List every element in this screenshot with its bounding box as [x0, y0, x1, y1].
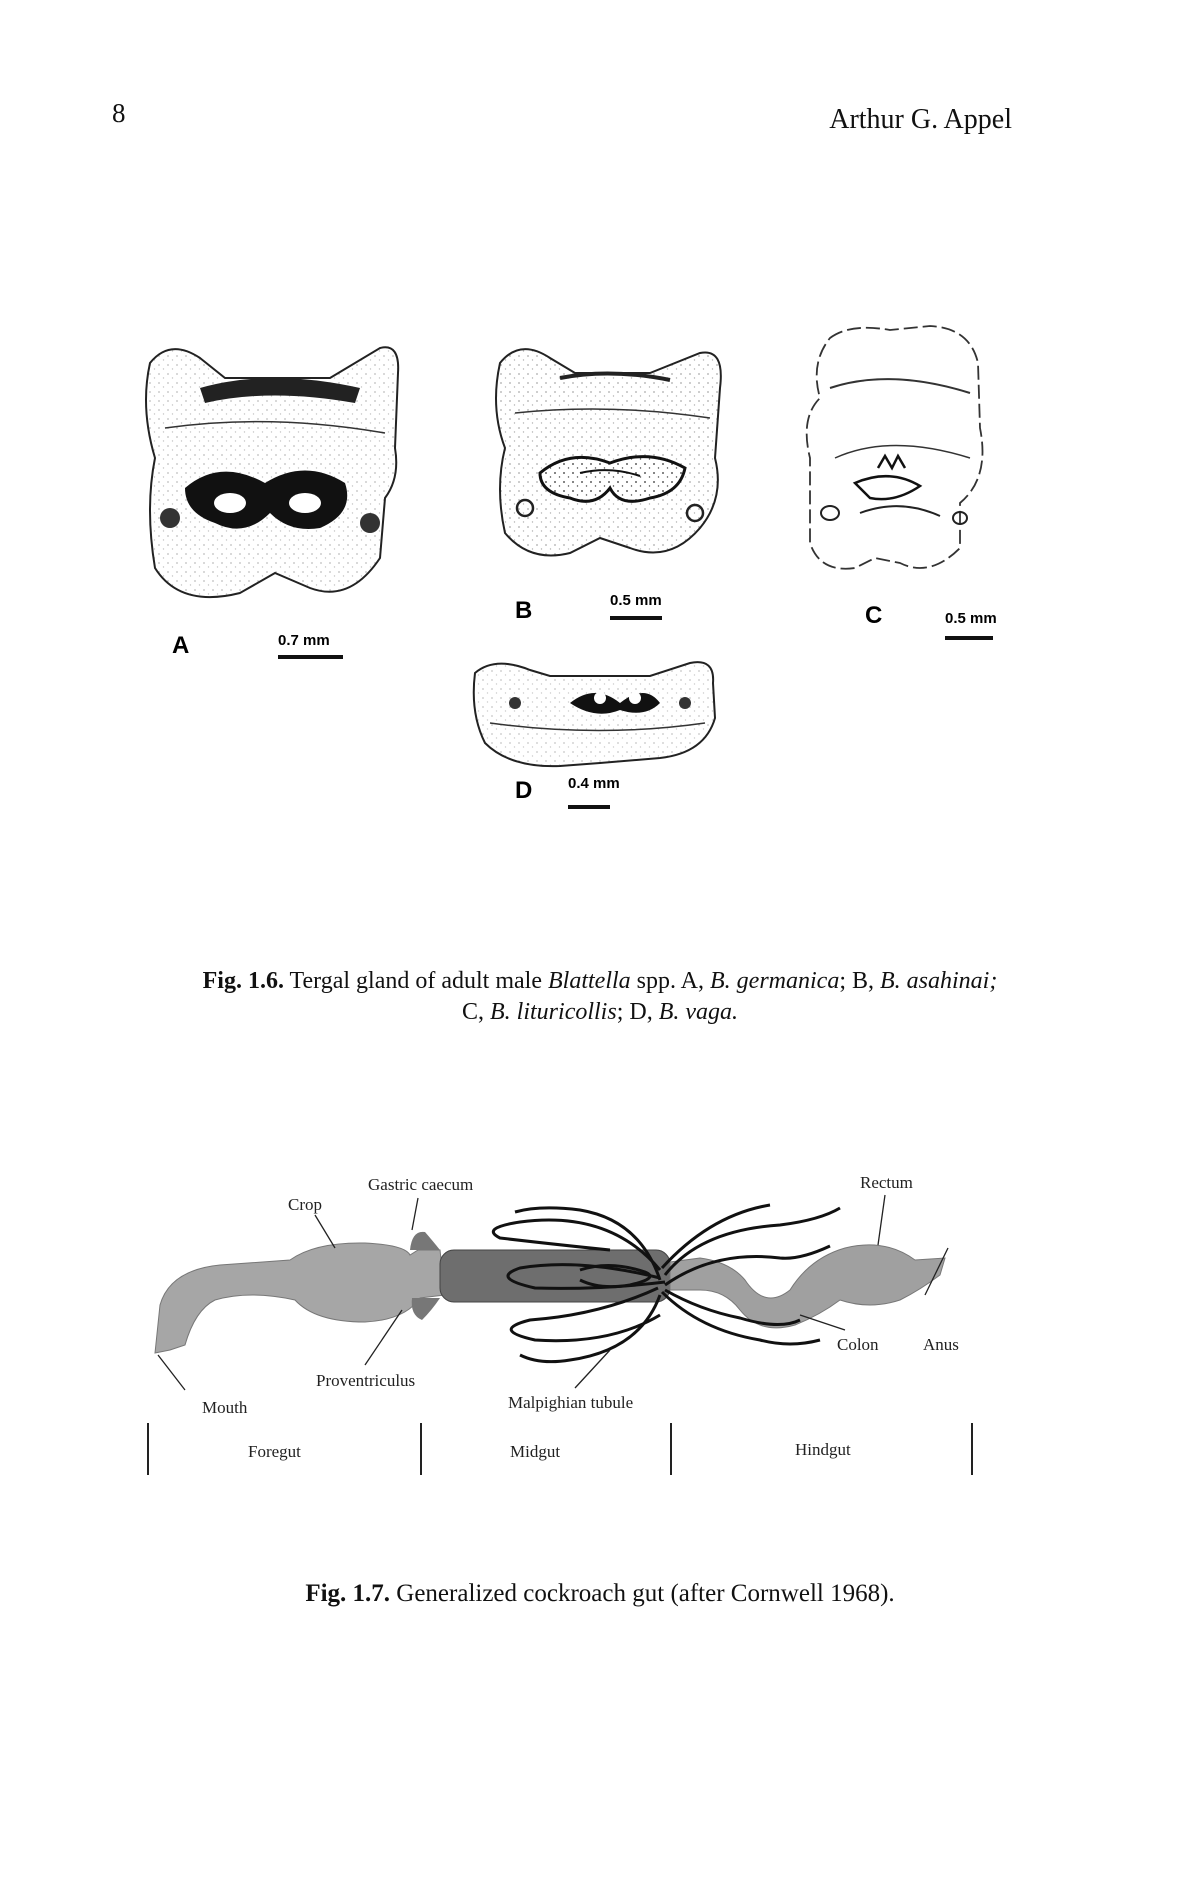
figure-1-6-caption-label: Fig. 1.6.	[202, 968, 284, 994]
figure-1-6-caption	[100, 966, 1100, 1028]
label-mouth: Mouth	[202, 1398, 248, 1417]
caption-text: Tergal gland of adult male	[283, 968, 548, 994]
label-crop: Crop	[288, 1195, 322, 1214]
panel-d-letter: D	[515, 777, 533, 804]
panel-a-scale-bar	[278, 655, 343, 659]
figure-1-7-caption-label: Fig. 1.7.	[305, 1580, 391, 1607]
panel-a-letter: A	[172, 632, 190, 659]
caption-text: C,	[462, 999, 491, 1025]
caption-text: ; D,	[616, 999, 659, 1025]
region-midgut: Midgut	[510, 1442, 561, 1461]
panel-b-letter: B	[515, 597, 533, 624]
caption-italic: B. germanica	[710, 968, 840, 994]
panel-d-scale-bar	[568, 805, 610, 809]
panel-d-drawing	[474, 662, 715, 766]
panel-b-scale-label: 0.5 mm	[610, 592, 662, 609]
caption-text: Generalized cockroach gut (after Cornwell 1968).	[390, 1580, 895, 1607]
label-colon: Colon	[837, 1335, 879, 1354]
label-malpighian-tubule: Malpighian tubule	[508, 1393, 634, 1412]
caption-text: ; B,	[839, 968, 881, 994]
panel-a-drawing	[146, 347, 398, 597]
panel-b-drawing	[496, 349, 721, 555]
region-foregut: Foregut	[248, 1442, 301, 1461]
figure-1-7-caption	[100, 1578, 1100, 1609]
panel-b-scale-bar	[610, 616, 662, 620]
caption-italic: Blattella	[548, 968, 631, 994]
panel-c-drawing	[807, 326, 983, 569]
label-gastric-caecum: Gastric caecum	[368, 1175, 474, 1194]
caption-italic: B. lituricollis	[490, 999, 617, 1025]
page-number: 8	[112, 98, 126, 128]
panel-c-scale-bar	[945, 636, 993, 640]
panel-c-letter: C	[865, 602, 883, 629]
region-hindgut: Hindgut	[795, 1440, 851, 1459]
label-anus: Anus	[923, 1335, 959, 1354]
label-proventriculus: Proventriculus	[316, 1371, 416, 1390]
figure-1-7-gut-diagram	[140, 1150, 1000, 1490]
caption-italic: B. asahinai;	[880, 968, 998, 994]
panel-d-scale-label: 0.4 mm	[568, 775, 620, 792]
label-rectum: Rectum	[860, 1173, 913, 1192]
caption-italic: B. vaga.	[658, 999, 738, 1025]
running-head-author: Arthur G. Appel	[829, 104, 1012, 135]
caption-text: spp. A,	[630, 968, 711, 994]
panel-a-scale-label: 0.7 mm	[278, 632, 330, 649]
figure-1-6-illustration	[130, 318, 1080, 838]
panel-c-scale-label: 0.5 mm	[945, 610, 997, 627]
